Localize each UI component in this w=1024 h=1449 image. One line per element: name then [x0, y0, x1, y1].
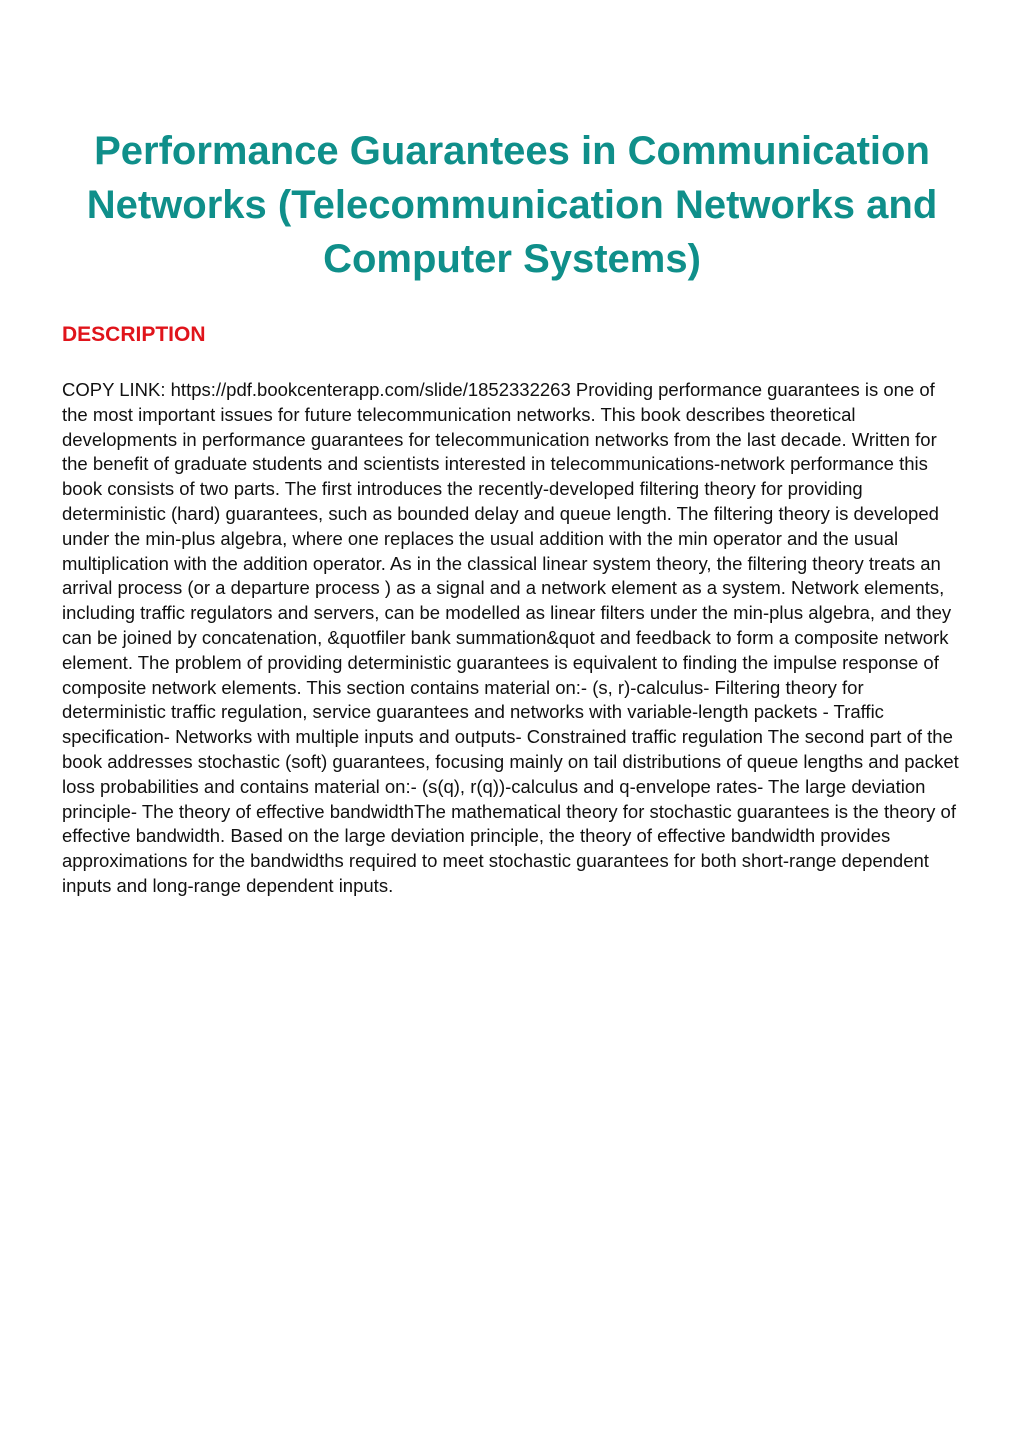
- document-title: Performance Guarantees in Communication Networks (Telecommunication Networks and Computer Systems): [86, 129, 938, 281]
- description-heading: DESCRIPTION: [62, 323, 206, 346]
- description-text: COPY LINK: https://pdf.bookcenterapp.com/slide/1852332263 Providing performance guarantees is one of the most important issues for future telecommunication networks. This book describes theoretical developments in performance guarantees for telecommunication networks from the last decade. Written for the benefit of graduate students and scientists interested in telecommunications-network performance this book consists of two parts. The first introduces the recently-developed filtering theory for providing deterministic (hard) guarantees, such as bounded delay and queue length. The filtering theory is developed under the min-plus algebra, where one replaces the usual addition with the min operator and the usual multiplication with the addition operator. As in the classical linear system theory, the filtering theory treats an arrival process (or a departure process ) as a signal and a network element as a system. Network elements, including traffic regulators and servers, can be modelled as linear filters under the min-plus algebra, and they can be joined by concatenation, &quotfiler bank summation&quot and feedback to form a composite network element. The problem of providing deterministic guarantees is equivalent to finding the impulse response of composite network elements. This section contains material on:- (s, r)-calculus- Filtering theory for deterministic traffic regulation, service guarantees and networks with variable-length packets - Traffic specification- Networks with multiple inputs and outputs- Constrained traffic regulation The second part of the book addresses stochastic (soft) guarantees, focusing mainly on tail distributions of queue lengths and packet loss probabilities and contains material on:- (s(q), r(q))-calculus and q-envelope rates- The large deviation principle- The theory of effective bandwidthThe mathematical theory for stochastic guarantees is the theory of effective bandwidth. Based on the large deviation principle, the theory of effective bandwidth provides approximations for the bandwidths required to meet stochastic guarantees for both short-range dependent inputs and long-range dependent inputs.: [62, 379, 959, 896]
